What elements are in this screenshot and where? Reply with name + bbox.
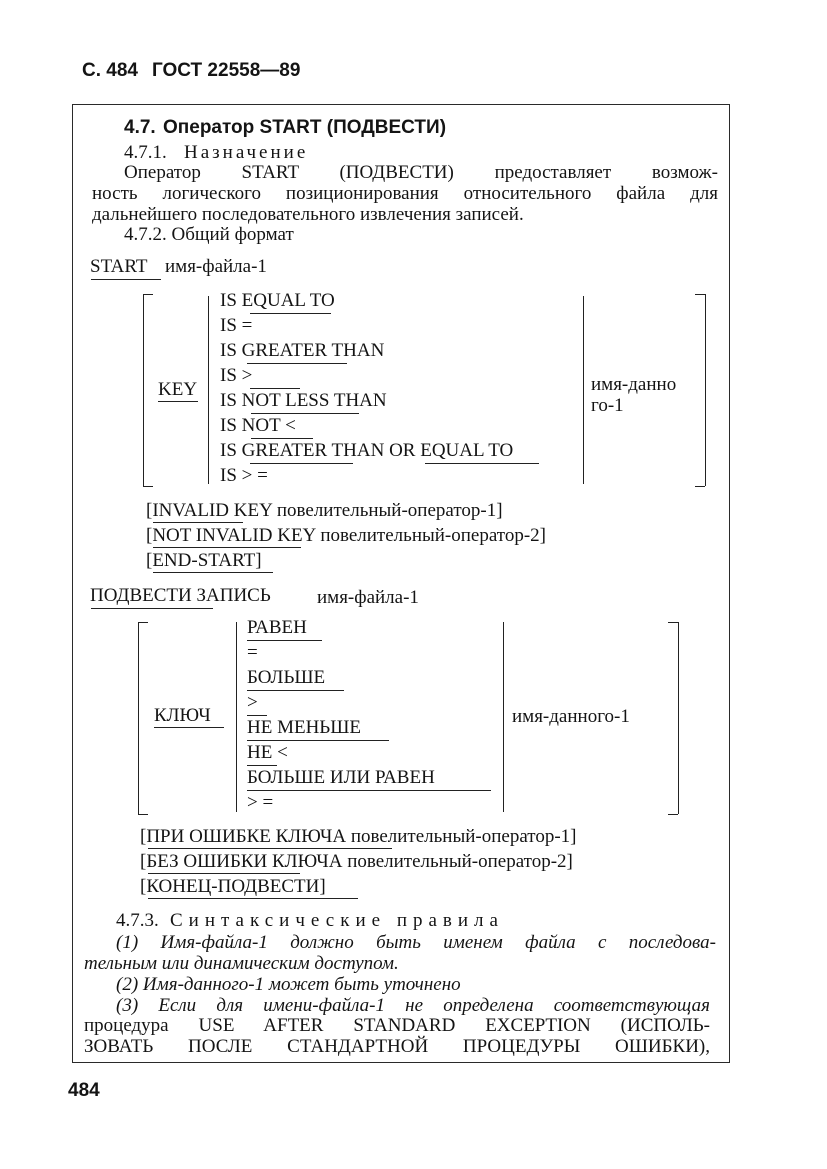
option-is-equals: IS = [220, 315, 253, 336]
syntax-rule-1b: тельным или динамическим доступом. [84, 953, 399, 974]
data-name-en-1: имя-данно [591, 374, 677, 395]
key-keyword: KEY [158, 379, 198, 400]
syntax-heading: Синтаксические правила [170, 910, 504, 931]
syntax-number: 4.7.3. [116, 910, 159, 931]
podvesti-keyword: ПОДВЕСТИ ЗАПИСЬ [90, 585, 271, 606]
clause-not-invalid-key: [NOT INVALID KEY повелительный-оператор-2] [146, 525, 546, 546]
klyuch-keyword: КЛЮЧ [154, 705, 211, 726]
option-underline [250, 388, 300, 389]
data-name-ru: имя-данного-1 [512, 706, 630, 727]
option-is-equal-to: IS EQUAL TO [220, 290, 335, 311]
ru-option-underline [247, 690, 344, 691]
clause-underline [148, 873, 300, 874]
clause-end-start: [END-START] [146, 550, 262, 571]
option-is-greater-than: IS GREATER THAN [220, 340, 385, 361]
ru-option-ne-lt: НЕ < [247, 742, 288, 763]
standard-number: ГОСТ 22558—89 [152, 60, 301, 81]
bracket-tick [138, 814, 148, 815]
purpose-line-1: Оператор START (ПОДВЕСТИ) предоставляет возмож- [124, 162, 718, 183]
ru-option-bolshe: БОЛЬШЕ [247, 667, 326, 688]
clause-konec: [КОНЕЦ-ПОДВЕСТИ] [140, 876, 326, 897]
clause-pri-oshibke: [ПРИ ОШИБКЕ КЛЮЧА повелительный-оператор-1] [140, 826, 577, 847]
section-title: Оператор START (ПОДВЕСТИ) [163, 117, 447, 138]
ru-option-ge: > = [247, 792, 274, 813]
clause-underline [153, 522, 243, 523]
ru-option-ne-menshe: НЕ МЕНЬШЕ [247, 717, 361, 738]
option-is-greater-or-equal: IS GREATER THAN OR EQUAL TO [220, 440, 514, 461]
bracket-tick [143, 294, 153, 295]
ru-option-underline [247, 740, 389, 741]
option-underline [251, 413, 359, 414]
ru-option-eq: = [247, 642, 258, 663]
bracket-tick [695, 294, 705, 295]
purpose-line-3: дальнейшего последовательного извлечения записей. [92, 204, 524, 225]
purpose-number: 4.7.1. [124, 142, 167, 163]
bracket-tick [668, 622, 678, 623]
ru-option-gt: > [247, 692, 258, 713]
ru-option-underline [247, 765, 277, 766]
ru-option-bolshe-ili-raven: БОЛЬШЕ ИЛИ РАВЕН [247, 767, 435, 788]
option-underline [251, 438, 313, 439]
option-is-gt: IS > [220, 365, 253, 386]
ru-inner-brace-right [503, 622, 504, 812]
option-underline [250, 313, 331, 314]
ru-option-raven: РАВЕН [247, 617, 307, 638]
syntax-rule-3a: (3) Если для имени-файла-1 не определена соответствующая [116, 995, 710, 1016]
podvesti-underline [91, 608, 213, 609]
data-name-en-2: го-1 [591, 395, 624, 416]
ru-inner-brace-left [236, 622, 237, 812]
outer-bracket-right [705, 294, 706, 486]
option-is-ge: IS > = [220, 465, 268, 486]
option-underline [247, 363, 347, 364]
purpose-line-2: ность логического позиционирования относительного файла для [92, 183, 718, 204]
start-underline [91, 279, 161, 280]
bracket-tick [143, 486, 153, 487]
start-file-arg: имя-файла-1 [165, 256, 267, 277]
syntax-rule-2: (2) Имя-данного-1 может быть уточнено [116, 974, 461, 995]
inner-brace-right [583, 296, 584, 484]
ru-option-underline [247, 790, 491, 791]
ru-outer-bracket-left [138, 622, 139, 814]
ru-option-underline [247, 715, 267, 716]
klyuch-underline [154, 727, 224, 728]
clause-invalid-key: [INVALID KEY повелительный-оператор-1] [146, 500, 503, 521]
clause-underline [148, 848, 392, 849]
syntax-rule-3b: процедура USE AFTER STANDARD EXCEPTION (ИСПОЛЬ- [84, 1015, 710, 1036]
page-header-label: С. 484 [82, 60, 138, 81]
clause-underline [153, 572, 273, 573]
clause-underline [148, 898, 358, 899]
bracket-tick [668, 814, 678, 815]
option-is-not-lt: IS NOT < [220, 415, 296, 436]
option-underline [425, 463, 539, 464]
start-keyword: START [90, 256, 148, 277]
inner-brace-left [208, 296, 209, 484]
bracket-tick [138, 622, 148, 623]
format-heading: 4.7.2. Общий формат [124, 224, 294, 245]
page-number: 484 [68, 1080, 100, 1101]
option-underline [250, 463, 353, 464]
podvesti-file-arg: имя-файла-1 [317, 587, 419, 608]
clause-underline [153, 547, 301, 548]
outer-bracket-left [143, 294, 144, 486]
option-is-not-less-than: IS NOT LESS THAN [220, 390, 387, 411]
syntax-rule-3c: ЗОВАТЬ ПОСЛЕ СТАНДАРТНОЙ ПРОЦЕДУРЫ ОШИБКИ), [84, 1036, 710, 1057]
ru-outer-bracket-right [678, 622, 679, 814]
clause-bez-oshibki: [БЕЗ ОШИБКИ КЛЮЧА повелительный-оператор-2] [140, 851, 573, 872]
section-number: 4.7. [124, 117, 156, 138]
key-underline [158, 401, 198, 402]
ru-option-underline [247, 640, 322, 641]
syntax-rule-1a: (1) Имя-файла-1 должно быть именем файла с последова- [116, 932, 716, 953]
bracket-tick [695, 486, 705, 487]
purpose-heading: Назначение [184, 142, 309, 163]
